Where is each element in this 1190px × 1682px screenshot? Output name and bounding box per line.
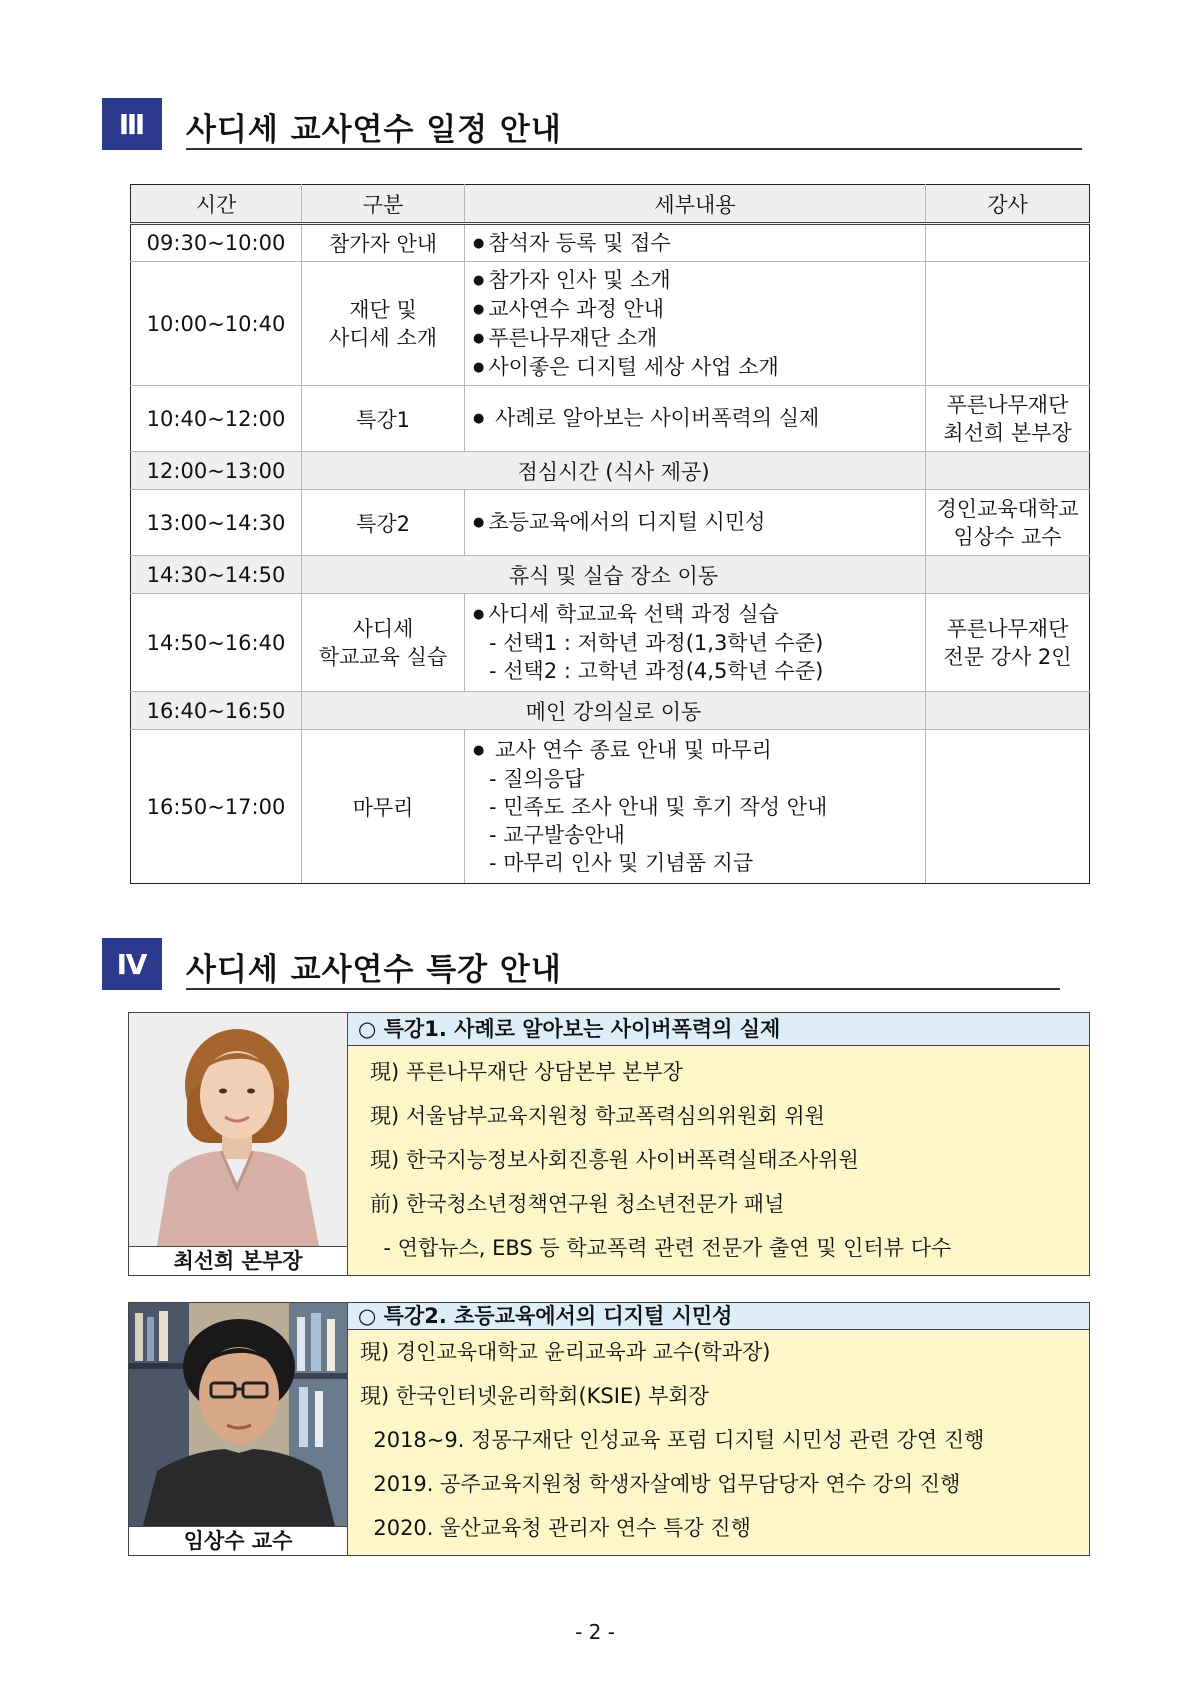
section-number: Ⅲ — [102, 98, 162, 150]
detail-item: ● 교사 연수 종료 안내 및 마무리 — [473, 736, 915, 765]
speaker-1-career-list — [348, 1046, 1089, 1276]
section-title: 사디세 교사연수 특강 안내 — [186, 952, 562, 988]
time-cell: 14:50~16:40 — [131, 594, 302, 692]
speaker-1-caption: 최선희 본부장 — [129, 1246, 347, 1275]
career-line: 前) 한국청소년정책연구원 청소년전문가 패널 — [370, 1192, 785, 1216]
section-number: Ⅳ — [102, 938, 162, 990]
detail-subitem: - 질의응답 — [489, 767, 585, 791]
category-cell: 마무리 — [302, 730, 465, 884]
speaker-2-photo — [129, 1303, 347, 1526]
career-line: 現) 한국인터넷윤리학회(KSIE) 부회장 — [360, 1384, 709, 1408]
details-cell — [465, 224, 926, 262]
header-details: 세부내용 — [465, 185, 926, 224]
speaker-2-info — [348, 1303, 1089, 1555]
section-3-header — [102, 98, 1082, 150]
merged-cell: 휴식 및 실습 장소 이동 — [302, 556, 926, 594]
detail-subitem: - 교구발송안내 — [489, 823, 625, 847]
time-cell: 09:30~10:00 — [131, 224, 302, 262]
category-cell: 사디세 학교교육 실습 — [302, 594, 465, 692]
instructor-cell — [926, 452, 1090, 490]
detail-item: ● 사이좋은 디지털 세상 사업 소개 — [473, 353, 915, 382]
career-line: 2018~9. 정몽구재단 인성교육 포럼 디지털 시민성 관련 강연 진행 — [360, 1428, 985, 1452]
table-row — [131, 692, 1090, 730]
time-cell: 10:40~12:00 — [131, 386, 302, 452]
time-cell: 10:00~10:40 — [131, 262, 302, 386]
section-title: 사디세 교사연수 일정 안내 — [186, 112, 562, 148]
section-underline — [186, 988, 1060, 990]
career-line: 現) 한국지능정보사회진흥원 사이버폭력실태조사위원 — [370, 1148, 859, 1172]
table-header-row — [131, 185, 1090, 224]
instructor-cell — [926, 556, 1090, 594]
speaker-2-box — [128, 1302, 1090, 1556]
detail-item: ● 푸른나무재단 소개 — [473, 324, 915, 353]
merged-cell: 점심시간 (식사 제공) — [302, 452, 926, 490]
detail-item: ● 초등교육에서의 디지털 시민성 — [473, 508, 915, 537]
detail-subitem: - 민족도 조사 안내 및 후기 작성 안내 — [489, 795, 828, 819]
details-cell — [465, 490, 926, 556]
instructor-cell — [926, 262, 1090, 386]
career-line: 2020. 울산교육청 관리자 연수 특강 진행 — [360, 1516, 751, 1540]
instructor-cell: 경인교육대학교 임상수 교수 — [926, 490, 1090, 556]
instructor-cell — [926, 224, 1090, 262]
career-line: 現) 경인교육대학교 윤리교육과 교수(학과장) — [360, 1340, 771, 1364]
speaker-1-box — [128, 1012, 1090, 1276]
instructor-cell — [926, 730, 1090, 884]
details-cell — [465, 730, 926, 884]
speaker-2-career-list — [348, 1330, 1089, 1556]
header-category: 구분 — [302, 185, 465, 224]
time-cell: 12:00~13:00 — [131, 452, 302, 490]
category-cell: 특강2 — [302, 490, 465, 556]
speaker-1-photo — [129, 1013, 347, 1246]
table-row — [131, 730, 1090, 884]
career-line: - 연합뉴스, EBS 등 학교폭력 관련 전문가 출연 및 인터뷰 다수 — [370, 1236, 952, 1260]
speaker-1-info — [348, 1013, 1089, 1275]
section-4-header — [102, 938, 1082, 990]
instructor-cell — [926, 692, 1090, 730]
instructor-cell: 푸른나무재단 전문 강사 2인 — [926, 594, 1090, 692]
table-row — [131, 556, 1090, 594]
table-row — [131, 262, 1090, 386]
career-line: 2019. 공주교육지원청 학생자살예방 업무담당자 연수 강의 진행 — [360, 1472, 961, 1496]
detail-subitem: - 선택1 : 저학년 과정(1,3학년 수준) — [489, 631, 824, 655]
photo-column — [129, 1303, 348, 1555]
detail-item: ● 사디세 학교교육 선택 과정 실습 — [473, 600, 915, 629]
lecture-2-heading: ○ 특강2. 초등교육에서의 디지털 시민성 — [348, 1303, 1089, 1330]
details-cell — [465, 594, 926, 692]
details-cell — [465, 262, 926, 386]
merged-cell: 메인 강의실로 이동 — [302, 692, 926, 730]
detail-item: ● 참가자 인사 및 소개 — [473, 266, 915, 295]
photo-column — [129, 1013, 348, 1275]
career-line: 現) 푸른나무재단 상담본부 본부장 — [370, 1060, 683, 1084]
schedule-table — [130, 184, 1090, 884]
time-cell: 13:00~14:30 — [131, 490, 302, 556]
table-row — [131, 224, 1090, 262]
detail-item: ● 사례로 알아보는 사이버폭력의 실제 — [473, 404, 915, 433]
table-row — [131, 386, 1090, 452]
page-number: - 2 - — [575, 1620, 615, 1644]
detail-item: ● 교사연수 과정 안내 — [473, 295, 915, 324]
time-cell: 14:30~14:50 — [131, 556, 302, 594]
table-row — [131, 594, 1090, 692]
category-cell: 재단 및 사디세 소개 — [302, 262, 465, 386]
lecture-1-heading: ○ 특강1. 사례로 알아보는 사이버폭력의 실제 — [348, 1013, 1089, 1046]
category-cell: 참가자 안내 — [302, 224, 465, 262]
details-cell — [465, 386, 926, 452]
instructor-cell: 푸른나무재단 최선희 본부장 — [926, 386, 1090, 452]
section-underline — [186, 148, 1082, 150]
detail-subitem: - 선택2 : 고학년 과정(4,5학년 수준) — [489, 659, 824, 683]
detail-subitem: - 마무리 인사 및 기념품 지급 — [489, 851, 754, 875]
header-time: 시간 — [131, 185, 302, 224]
career-line: 現) 서울남부교육지원청 학교폭력심의위원회 위원 — [370, 1104, 825, 1128]
speaker-2-caption: 임상수 교수 — [129, 1526, 347, 1555]
time-cell: 16:50~17:00 — [131, 730, 302, 884]
header-instructor: 강사 — [926, 185, 1090, 224]
table-row — [131, 490, 1090, 556]
detail-item: ● 참석자 등록 및 접수 — [473, 229, 915, 258]
table-row — [131, 452, 1090, 490]
category-cell: 특강1 — [302, 386, 465, 452]
time-cell: 16:40~16:50 — [131, 692, 302, 730]
